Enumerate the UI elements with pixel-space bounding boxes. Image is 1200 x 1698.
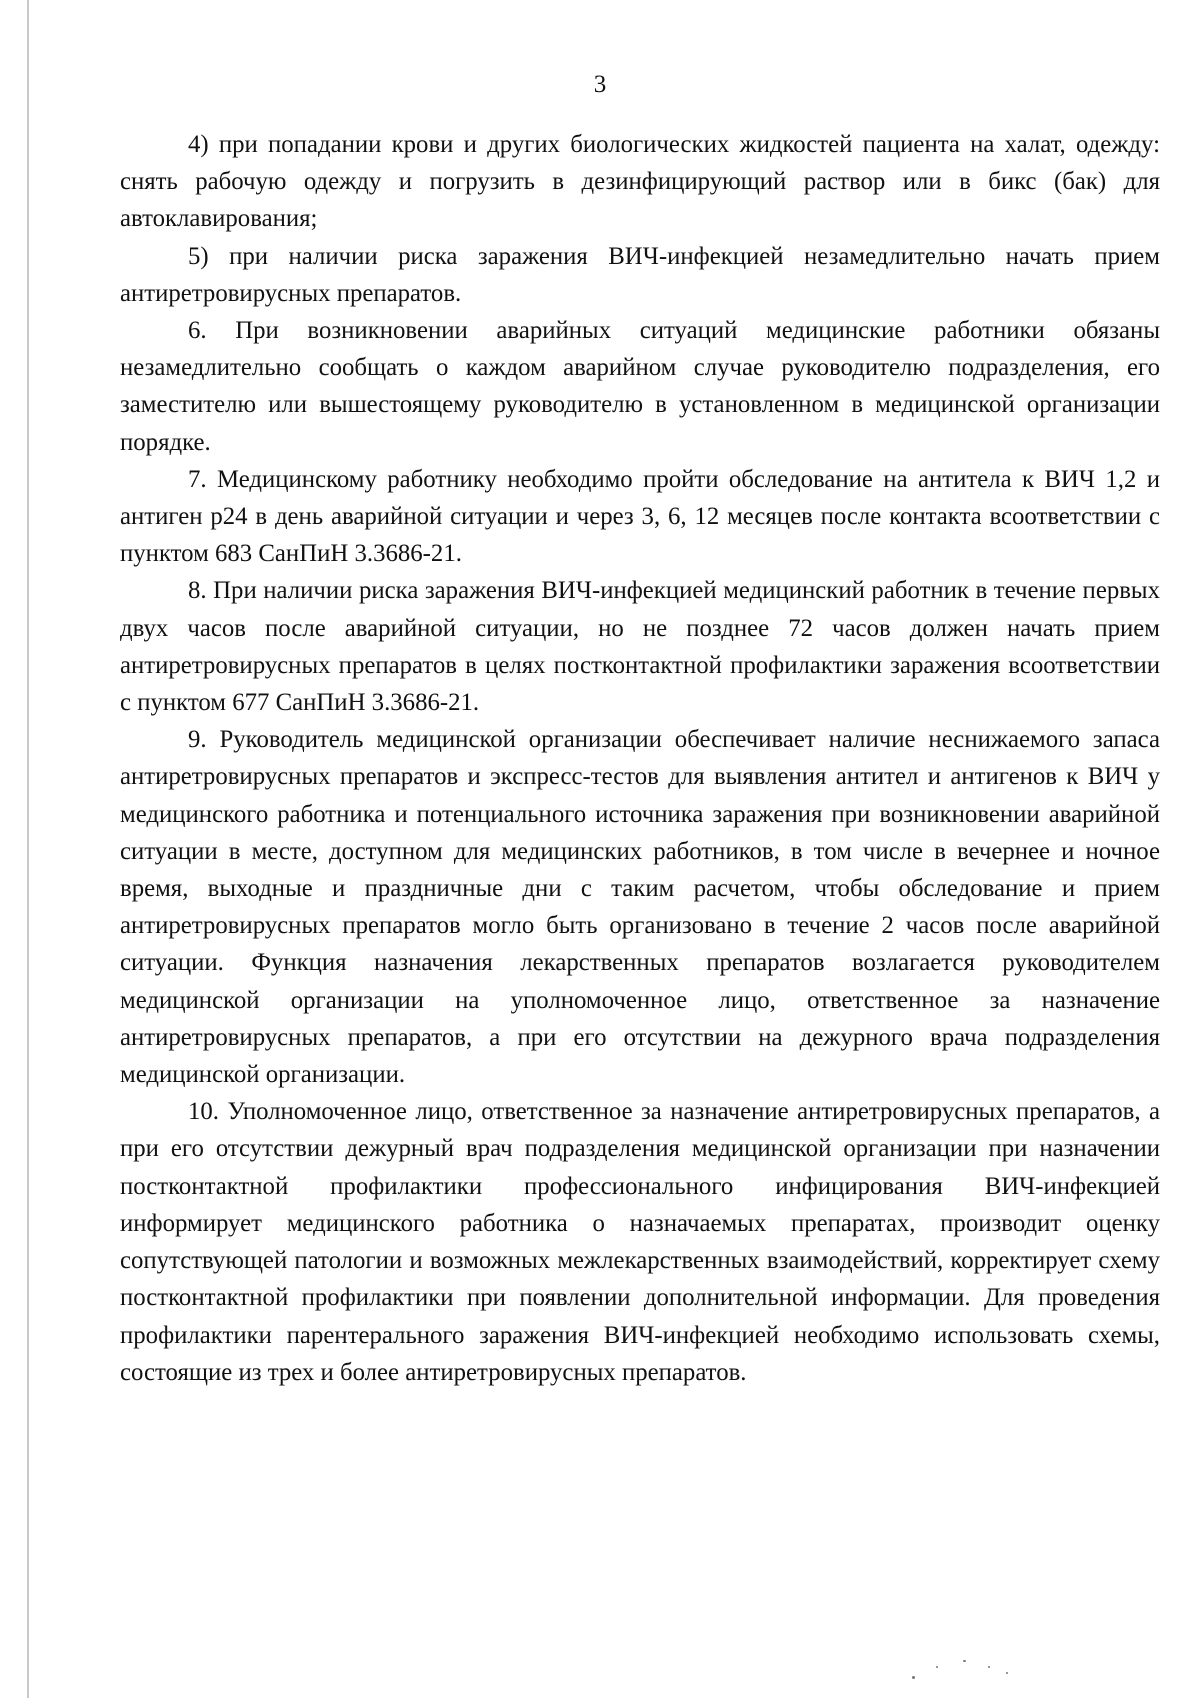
document-body	[120, 126, 1160, 1391]
page-number: 3	[593, 71, 607, 98]
paragraph-item-5: 5) при наличии риска заражения ВИЧ-инфекцией незамедлительно начать прием антиретровирусных препаратов.	[120, 242, 1160, 307]
paragraph-6: 6. При возникновении аварийных ситуаций медицинские работники обязаны незамедлительно сообщать о каждом аварийном случае руководителю подразделения, его заместителю или вышестоящему руководителю в установленном в медицинской организации порядке.	[120, 317, 1160, 456]
scan-speck	[936, 1666, 938, 1668]
paragraph-7: 7. Медицинскому работнику необходимо пройти обследование на антитела к ВИЧ 1,2 и антиген p24 в день аварийной ситуации и через 3, 6, 12 месяцев после контакта всоответствии с пунктом 683 СанПиН 3.3686-21.	[120, 465, 1160, 568]
paragraph-8: 8. При наличии риска заражения ВИЧ-инфекцией медицинский работник в течение первых двух часов после аварийной ситуации, но не позднее 72 часов должен начать прием антиретровирусных препаратов в целях постконтактной профилактики заражения всоответствии с пунктом 677 СанПиН 3.3686-21.	[120, 577, 1160, 717]
paragraph-9: 9. Руководитель медицинской организации обеспечивает наличие неснижаемого запаса антиретровирусных препаратов и экспресс-тестов для выявления антител и антигенов к ВИЧ у медицинского работника и потенциального источника заражения при возникновении аварийной ситуации в месте, доступном для медицинских работников, в том числе в вечернее и ночное время, выходные и праздничные дни с таким расчетом, чтобы обследование и прием антиретровирусных препаратов могло быть организовано в течение 2 часов после аварийной ситуации. Функция назначения лекарственных препаратов возлагается руководителем медицинской организации на уполномоченное лицо, ответственное за назначение антиретровирусных препаратов, а при его отсутствии на дежурного врача подразделения медицинской организации.	[120, 726, 1160, 1089]
scan-speck	[1006, 1672, 1008, 1674]
scan-speck	[912, 1676, 915, 1679]
scan-edge-line	[27, 0, 29, 1698]
paragraph-item-4: 4) при попадании крови и других биологических жидкостей пациента на халат, одежду: снять рабочую одежду и погрузить в дезинфицирующий раствор или в бикс (бак) для автоклавирования;	[120, 131, 1160, 233]
scan-speck	[988, 1666, 990, 1668]
scan-speck	[963, 1660, 966, 1662]
paragraph-10: 10. Уполномоченное лицо, ответственное за назначение антиретровирусных препаратов, а при его отсутствии дежурный врач подразделения медицинской организации при назначении постконтактной профилактики профессионального инфицирования ВИЧ-инфекцией информирует медицинского работника о назначаемых препаратах, производит оценку сопутствующей патологии и возможных межлекарственных взаимодействий, корректирует схему постконтактной профилактики при появлении дополнительной информации. Для проведения профилактики парентерального заражения ВИЧ-инфекцией необходимо использовать схемы, состоящие из трех и более антиретровирусных препаратов.	[120, 1098, 1160, 1386]
